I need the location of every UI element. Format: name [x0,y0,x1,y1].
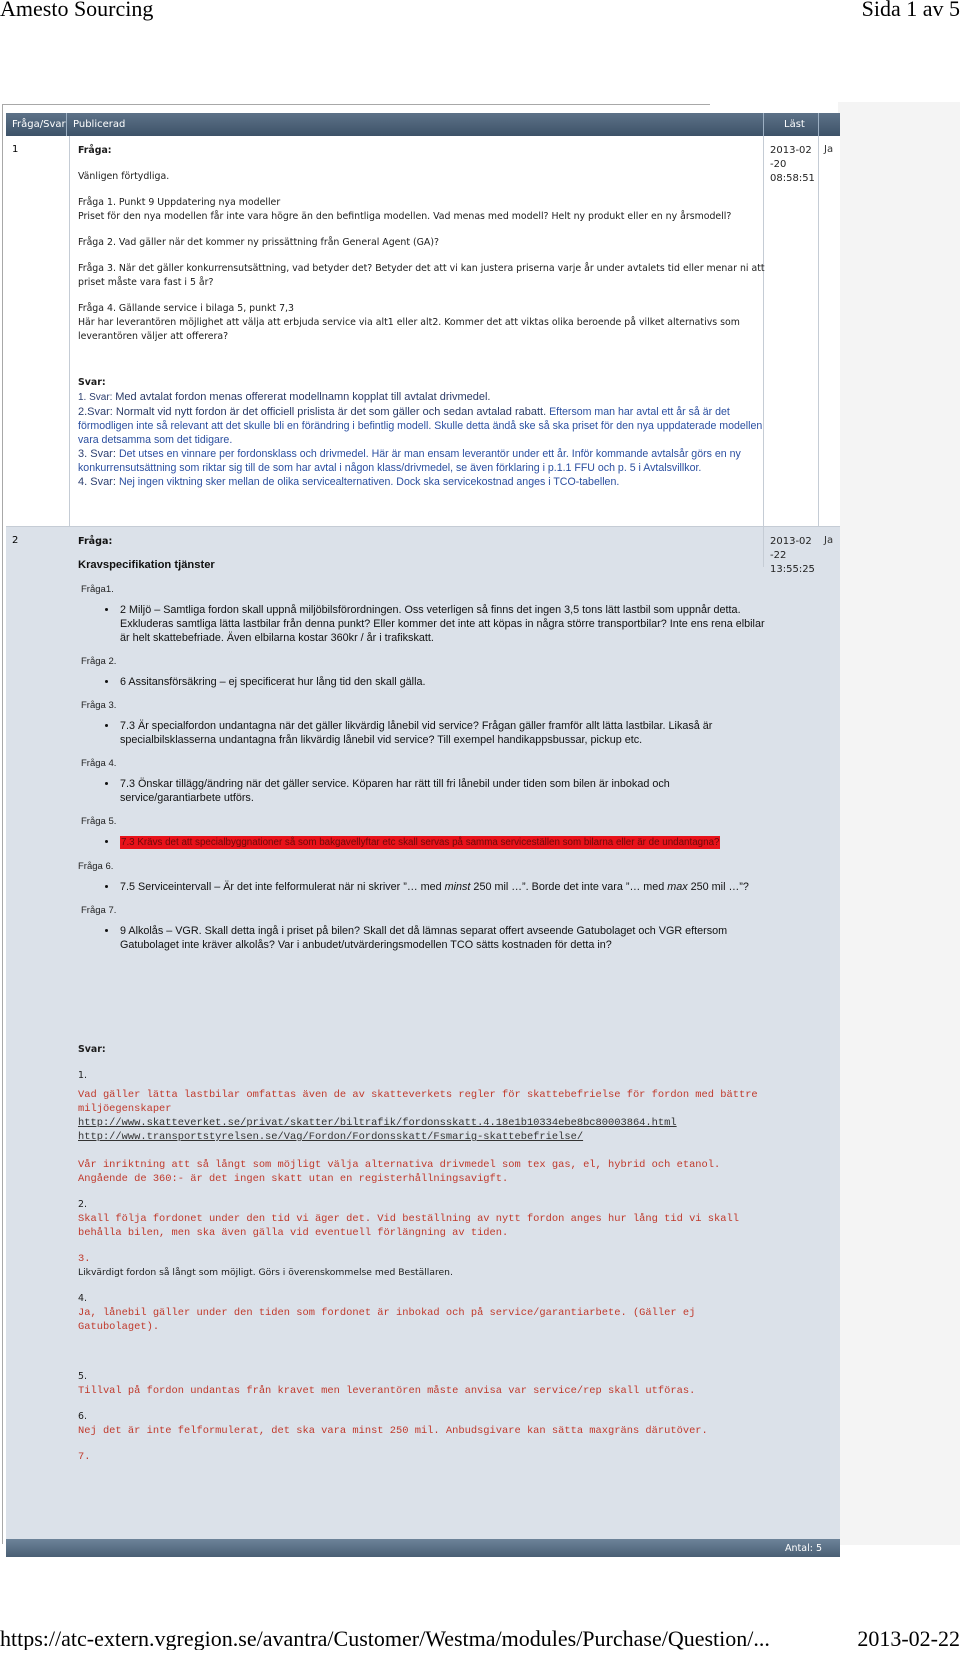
link-transportstyrelsen[interactable]: http://www.transportstyrelsen.se/Vag/Fordon/Fordonsskatt/Fsmarig-skattebefrielse/ [78,1131,584,1143]
col-header-fraga-svar[interactable]: Fråga/Svar [12,119,66,130]
question-label: Fråga 3. [81,700,117,711]
question-content [78,144,768,344]
question-line: Fråga 3. När det gäller konkurrensutsättning, vad betyder det? Betyder det att vi kan justera priserna varje år under avtalets tid eller menar ni att priset måste vara fast i 5 år? [78,263,765,288]
footer-date: 2013-02-22 [857,1628,960,1651]
table-header [6,113,840,136]
col-header-last[interactable]: Läst [784,119,805,130]
answer-number: 5. [78,1371,87,1382]
footer-url: https://atc-extern.vgregion.se/avantra/Customer/Westma/modules/Purchase/Question/... [0,1628,770,1650]
question-list [108,777,768,805]
question-line: Fråga 2. Vad gäller när det kommer ny prissättning från General Agent (GA)? [78,237,439,248]
date-part: -22 [770,550,787,561]
header-separator [818,113,819,136]
answer-content [78,1043,768,1464]
time-part: 13:55:25 [770,564,815,575]
answer-text: Likvärdigt fordon så långt som möjligt. Görs i överenskommelse med Beställaren. [78,1267,453,1278]
text-part: 7.5 Serviceintervall – Är det inte felformulerat när ni skriver ”… med [120,881,445,893]
fraga-label: Fråga: [78,536,113,547]
answer-prefix: 1. Svar: [78,392,116,403]
emphasis: minst [444,881,471,893]
answer-text: Normalt vid nytt fordon är det officiell prislista är det som gäller och sedan avtalad rabatt. [115,406,547,418]
answer-text: Vad gäller lätta lastbilar omfattas även de av skatteverkets regler för skattebefrielse för fordon med bättre miljöegenskaper [78,1089,758,1115]
answer-2 [78,405,768,447]
answer-prefix: 2.Svar: [78,406,116,418]
emphasis: max [667,881,688,893]
answer-number: 6. [78,1411,87,1422]
question-label: Fråga 4. [81,758,117,769]
link-skatteverket[interactable]: http://www.skatteverket.se/privat/skatter/biltrafik/fordonsskatt.4.18e1b10334ebe8bc80003864.html [78,1117,677,1129]
svar-label: Svar: [78,377,106,388]
date-part: 2013-02 [770,536,812,547]
answer-text: Det utses en vinnare per fordonsklass och drivmedel. Här är man ensam leverantör under ett år. Inför kommande avtalsår görs en ny konkurrensutsättning som riktar sig till de som har avtal i någon klass/drivmedel, se även förklaring i p.1.1 FFU och p. 5 i Avtalsvillkor. [78,448,741,474]
answer-text: Med avtalat fordon menas offererat modellnamn kopplat till avtalat drivmedel. [115,391,491,403]
column-divider [69,136,70,526]
list-item [118,880,768,894]
question-line: Vänligen förtydliga. [78,171,170,182]
published-date [770,144,815,186]
frame-left-border [2,104,3,1544]
answer-text: Nej det är inte felformulerat, det ska vara minst 250 mil. Anbudsgivare kan sätta maxgräns därutöver. [78,1425,708,1437]
answer-text: Vår inriktning att så långt som möjligt välja alternativa drivmedel som tex gas, el, hybrid och etanol. [78,1159,721,1171]
text-part: 250 mil …”. Borde det inte vara ”… med [470,881,668,893]
list-item: • 7.3 Är specialfordon undantagna när det gäller likvärdig lånebil vid service? Frågan gäller framför allt lätta lastbilar. Likaså är specialbilsklasserna undantagna från likvärdig lånebil vid service? Till exempel handikappsbussar, pickup etc. [118,719,768,747]
header-title: Amesto Sourcing [0,0,154,21]
date-part: 2013-02 [770,145,812,156]
question-content [78,535,768,962]
text-part: 250 mil …”? [687,881,749,893]
date-part: -20 [770,159,787,170]
right-margin-panel [838,102,960,1545]
row-number: 2 [12,535,19,546]
time-part: 08:58:51 [770,173,815,184]
answer-content [78,376,768,489]
answer-1 [78,390,768,405]
answer-number: 2. [78,1199,87,1210]
answer-number: 4. [78,1293,87,1304]
list-item: • 2 Miljö – Samtliga fordon skall uppnå miljöbilsförordningen. Oss veterligen så finns det ingen 3,5 tons lätt lastbil som uppnår detta. Exkluderas samtliga lätta lastbilar från denna punkt? Eller kommer det inte att köpas in några större transportbilar? Inte ens rena elbilar är helt skattebefriade. Även elbilarna kostar 360kr / år i trafikskatt. [118,603,768,645]
answer-text: Tillval på fordon undantas från kravet men leverantören måste anvisa var service/rep skall utföras. [78,1385,696,1397]
list-item: • 9 Alkolås – VGR. Skall detta ingå i priset på bilen? Skall det då lämnas separat offert avseende Gatubolaget och VGR eftersom Gatubolaget inte kräver alkolås? Var i anbudet/utvärderingsmodellen TCO sätts kostnaden för detta in? [118,924,768,952]
question-list [108,835,768,850]
answer-number: 3. [78,1253,91,1265]
answer-number: 7. [78,1451,91,1463]
highlighted-question: 7.3 Krävs det att specialbyggnationer så som bakgavellyftar etc skall servas på samma serviceställen som bilarna eller är de undantagna? [121,837,720,848]
question-list [108,924,768,952]
answer-text: Nej ingen viktning sker mellan de olika servicealternativen. Dock ska servicekostnad anges i TCO-tabellen. [118,476,620,488]
question-line: Fråga 1. Punkt 9 Uppdatering nya modeller [78,197,281,208]
total-count: Antal: 5 [785,1543,822,1554]
question-label: Fråga 2. [81,656,117,667]
question-label: Fråga 6. [78,861,114,872]
answer-3 [78,447,768,475]
question-table [6,113,840,1557]
question-list [108,880,768,894]
list-item: • 6 Assitansförsäkring – ej specificerat hur lång tid den skall gälla. [118,675,768,689]
column-divider [818,136,819,526]
col-header-publicerad[interactable]: Publicerad [73,119,126,130]
frame-top-border [2,104,710,105]
spec-title: Kravspecifikation tjänster [78,559,215,571]
answer-text: Eftersom man har avtal ett år så är det förmodligen inte så relevant att det skulle bli en förändring i befintlig modell. Skulle detta ändå ske så ska priset för den nya uppdaterade modellen vara detsamma som det tidigare. [78,406,763,446]
row-number: 1 [12,144,19,155]
fraga-label: Fråga: [78,145,112,156]
table-row [6,136,840,527]
answer-number: 1. [78,1070,87,1081]
published-date [770,535,815,577]
header-separator [66,113,67,136]
page-header [0,0,960,26]
list-item: • 7.3 Önskar tillägg/ändring när det gäller service. Köparen har rätt till fri lånebil under tiden som bilen är inbokad och service/garantiarbete utförs. [118,777,768,805]
list-item [118,835,768,850]
page-number: Sida 1 av 5 [861,0,960,21]
header-separator [763,113,764,136]
read-status: Ja [824,535,834,546]
answer-4 [78,475,768,489]
question-list [108,675,768,689]
answer-text: Skall följa fordonet under den tid vi äger det. Vid beställning av nytt fordon anges hur lång tid vi skall behålla bilen, men ska även gälla vid eventuell förlängning av tiden. [78,1213,739,1239]
answer-prefix: 3. Svar: [78,448,119,460]
answer-text: Angående de 360:- är det ingen skatt utan en registerhållningsavigft. [78,1173,509,1185]
read-status: Ja [824,144,834,155]
table-footer [6,1539,840,1557]
question-line: Här har leverantören möjlighet att välja att erbjuda service via alt1 eller alt2. Kommer det att viktas olika beroende på vilket alternativs som leverantören väljer att offerera? [78,317,740,342]
question-label: Fråga 5. [81,816,117,827]
question-line: Priset för den nya modellen får inte vara högre än den befintliga modellen. Vad menas med modell? Helt ny produkt eller en ny årsmodell? [78,211,732,222]
page-footer [0,1628,960,1653]
answer-prefix: 4. Svar: [78,476,119,488]
question-list [108,719,768,747]
table-row [6,527,840,1539]
svar-label: Svar: [78,1044,106,1055]
question-line: Fråga 4. Gällande service i bilaga 5, punkt 7,3 [78,303,294,314]
question-label: Fråga 7. [81,905,117,916]
question-label: Fråga1. [81,584,114,595]
question-list [108,603,768,645]
answer-text: Ja, lånebil gäller under den tiden som fordonet är inbokad och på service/garantiarbete. (Gäller ej Gatubolaget). [78,1307,696,1333]
